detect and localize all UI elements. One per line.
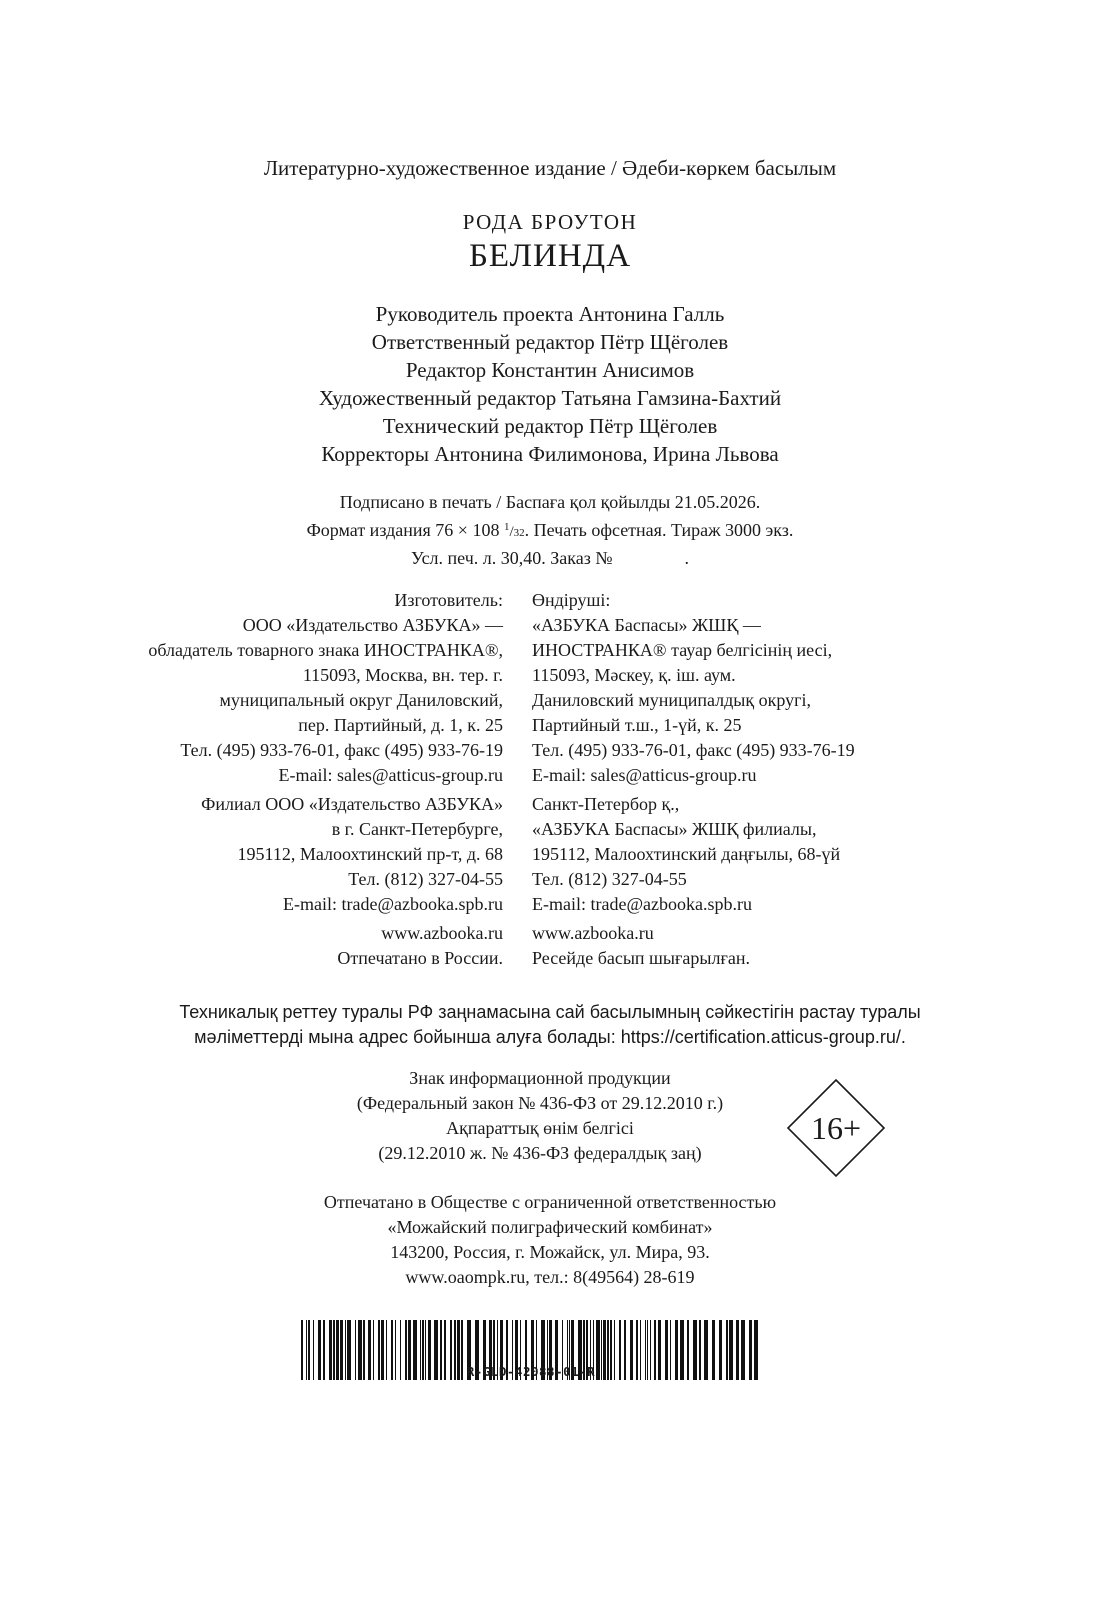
credits-block xyxy=(0,300,1100,468)
age-rating-text: 16+ xyxy=(810,1110,862,1146)
manufacturer-ru-line: E-mail: sales@atticus-group.ru xyxy=(278,765,503,785)
credit-line: Художественный редактор Татьяна Гамзина-Бахтий xyxy=(318,386,782,410)
branch-kz-line: «АЗБУКА Баспасы» ЖШҚ филиалы, xyxy=(532,819,817,839)
manufacturer-kz-line: Тел. (495) 933-76-01, факс (495) 933-76-19 xyxy=(532,740,855,760)
printed-in-russia: Отпечатано в России. xyxy=(337,948,503,968)
signed-date: Подписано в печать / Баспаға қол қойылды 21.05.2026. xyxy=(339,492,761,512)
branch-ru-line: Филиал ООО «Издательство АЗБУКА» xyxy=(201,794,503,814)
printer-line: Отпечатано в Обществе с ограниченной ответственностью xyxy=(323,1192,777,1212)
certification-notice xyxy=(0,1000,1100,1050)
manufacturer-kz-line: E-mail: sales@atticus-group.ru xyxy=(532,765,757,785)
website-link: www.azbooka.ru xyxy=(381,923,503,943)
format-slash: / xyxy=(509,524,514,540)
branch-ru xyxy=(201,792,503,917)
branch-kz xyxy=(532,792,840,917)
manufacturer-ru-line: Изготовитель: xyxy=(394,590,503,610)
age-rating-badge xyxy=(786,1078,886,1178)
branch-kz-line: 195112, Малоохтинский даңғылы, 68-үй xyxy=(532,844,841,864)
credit-line: Ответственный редактор Пётр Щёголев xyxy=(371,330,729,354)
manufacturer-kz-line: «АЗБУКА Баспасы» ЖШҚ — xyxy=(532,615,761,635)
manufacturer-kz-line: Өндіруші: xyxy=(532,590,611,610)
branch-ru-line: E-mail: trade@azbooka.spb.ru xyxy=(283,894,503,914)
manufacturer-kz xyxy=(532,588,855,788)
manufacturer-kz-line: Даниловский муниципалдық округі, xyxy=(532,690,811,710)
branch-kz-line: E-mail: trade@azbooka.spb.ru xyxy=(532,894,752,914)
sheets-order: Усл. печ. л. 30,40. Заказ № . xyxy=(410,548,689,568)
info-sign-line: (29.12.2010 ж. № 436-ФЗ федералдық заң) xyxy=(378,1143,702,1163)
manufacturer-kz-line: ИНОСТРАНКА® тауар белгісінің иесі, xyxy=(532,640,833,660)
certification-line: мәліметтерді мына адрес бойынша алуға болады: https://certification.atticus-group.ru/. xyxy=(194,1027,906,1047)
info-sign-text xyxy=(0,1066,1080,1166)
manufacturer-ru-line: обладатель товарного знака ИНОСТРАНКА®, xyxy=(148,640,503,660)
credit-line: Технический редактор Пётр Щёголев xyxy=(382,414,718,438)
credit-line: Руководитель проекта Антонина Галль xyxy=(375,302,725,326)
format-text-after: . Печать офсетная. Тираж 3000 экз. xyxy=(524,520,794,540)
format-line xyxy=(0,515,1100,546)
manufacturer-ru-line: Тел. (495) 933-76-01, факс (495) 933-76-19 xyxy=(180,740,503,760)
branch-ru-line: в г. Санкт-Петербурге, xyxy=(331,819,503,839)
author-name: РОДА БРОУТОН xyxy=(462,210,638,234)
printer-line: www.oaompk.ru, тел.: 8(49564) 28-619 xyxy=(405,1267,695,1287)
manufacturer-ru-line: муниципальный округ Даниловский, xyxy=(219,690,503,710)
format-denominator: 32 xyxy=(513,527,525,539)
printed-in-russia-kz: Ресейде басып шығарылған. xyxy=(532,948,750,968)
manufacturer-ru-line: пер. Партийный, д. 1, к. 25 xyxy=(298,715,503,735)
edition-type: Литературно-художественное издание / Әдеби-көркем басылым xyxy=(263,156,837,180)
branch-kz-line: Тел. (812) 327-04-55 xyxy=(532,869,687,889)
manufacturer-ru-line: ООО «Издательство АЗБУКА» — xyxy=(242,615,503,635)
web-kz xyxy=(532,921,750,971)
web-ru xyxy=(337,921,503,971)
credit-line: Редактор Константин Анисимов xyxy=(405,358,695,382)
format-numerator: 1 xyxy=(503,521,510,533)
info-sign-line: Знак информационной продукции xyxy=(409,1068,671,1088)
printer-line: «Можайский полиграфический комбинат» xyxy=(387,1217,713,1237)
info-sign-line: Ақпараттық өнім белгісі xyxy=(446,1118,634,1138)
info-sign-line: (Федеральный закон № 436-ФЗ от 29.12.2010 г.) xyxy=(356,1093,724,1113)
print-info xyxy=(0,490,1100,571)
manufacturer-ru xyxy=(148,588,503,788)
printer-line: 143200, Россия, г. Можайск, ул. Мира, 93. xyxy=(390,1242,710,1262)
website-link: www.azbooka.ru xyxy=(532,923,654,943)
format-text: Формат издания 76 × 108 xyxy=(306,520,504,540)
manufacturer-kz-line: 115093, Мәскеу, қ. іш. аум. xyxy=(532,665,736,685)
manufacturer-kz-line: Партийный т.ш., 1-үй, к. 25 xyxy=(532,715,742,735)
book-title: БЕЛИНДА xyxy=(468,238,632,274)
branch-kz-line: Санкт-Петербор қ., xyxy=(532,794,680,814)
credit-line: Корректоры Антонина Филимонова, Ирина Львова xyxy=(321,442,779,466)
certification-line: Техникалық реттеу туралы РФ заңнамасына сай басылымның сәйкестігін растау туралы xyxy=(179,1002,921,1022)
branch-ru-line: 195112, Малоохтинский пр-т, д. 68 xyxy=(237,844,503,864)
barcode-code: R-GLD-42088-01-R xyxy=(466,1364,596,1379)
printer-info xyxy=(0,1190,1100,1290)
manufacturer-ru-line: 115093, Москва, вн. тер. г. xyxy=(302,665,503,685)
branch-ru-line: Тел. (812) 327-04-55 xyxy=(348,869,503,889)
